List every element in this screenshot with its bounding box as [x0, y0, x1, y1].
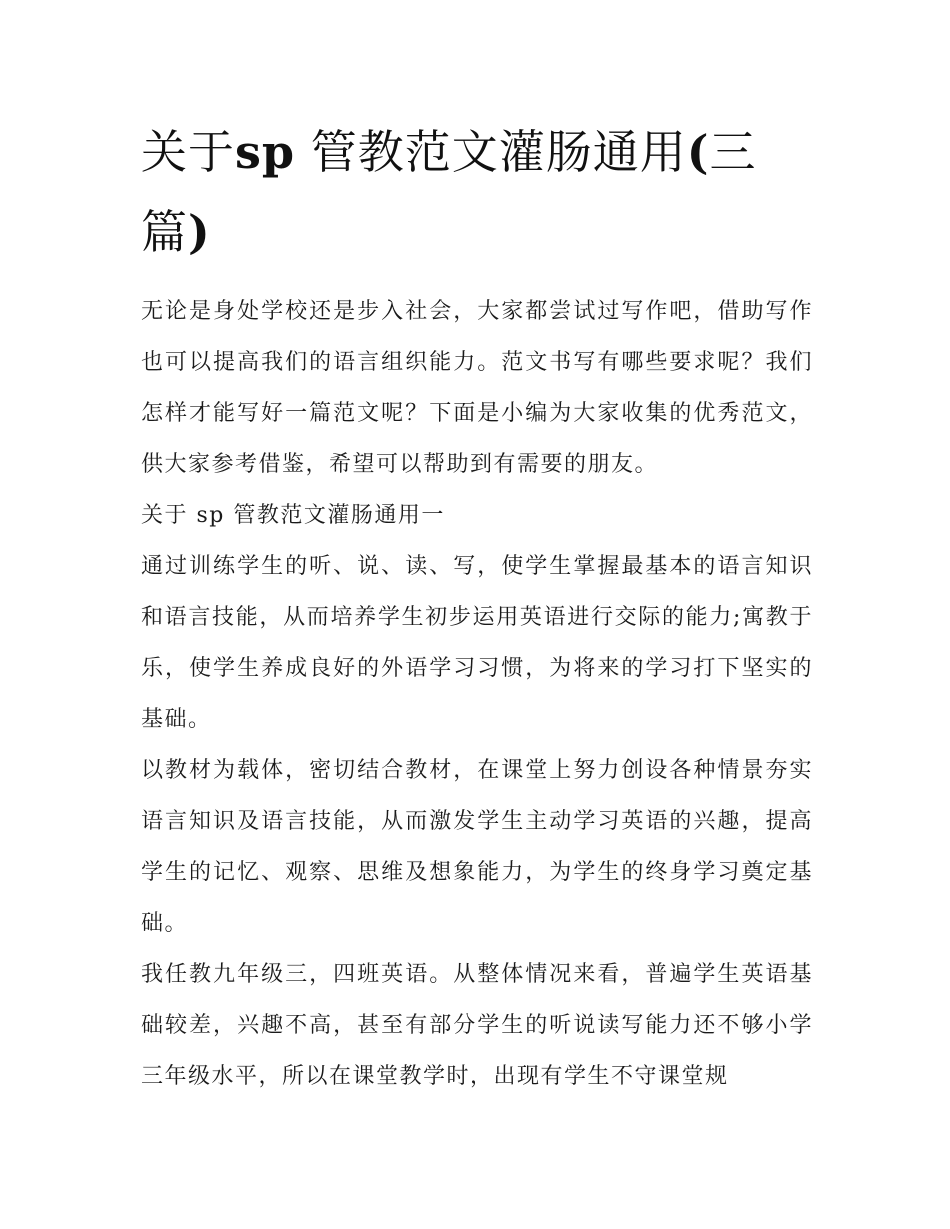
body-paragraph: 通过训练学生的听、说、读、写，使学生掌握最基本的语言知识和语言技能，从而培养学生初步运用英语进行交际的能力;寓教于乐，使学生养成良好的外语学习习惯，为将来的学习打下坚实的基础。	[141, 554, 813, 732]
title-paren-close: )	[188, 205, 211, 259]
section-heading: 关于 sp 管教范文灌肠通用一	[141, 503, 445, 528]
title-suffix: 管教范文灌肠通用	[310, 125, 687, 179]
title-sp: sp	[235, 125, 296, 179]
document-title	[141, 112, 813, 272]
title-paren-open: (	[686, 125, 710, 179]
document-body	[141, 112, 813, 1102]
intro-paragraph: 无论是身处学校还是步入社会，大家都尝试过写作吧，借助写作也可以提高我们的语言组织能力。范文书写有哪些要求呢？我们怎样才能写好一篇范文呢？下面是小编为大家收集的优秀范文，供大家参考借鉴，希望可以帮助到有需要的朋友。	[141, 299, 813, 477]
body-paragraph: 以教材为载体，密切结合教材，在课堂上努力创设各种情景夯实语言知识及语言技能，从而激发学生主动学习英语的兴趣，提高学生的记忆、观察、思维及想象能力，为学生的终身学习奠定基础。	[141, 758, 813, 936]
title-count: 三篇	[141, 125, 757, 259]
body-paragraph: 我任教九年级三，四班英语。从整体情况来看，普遍学生英语基础较差，兴趣不高，甚至有部分学生的听说读写能力还不够小学三年级水平，所以在课堂教学时，出现有学生不守课堂规	[141, 962, 813, 1089]
title-prefix: 关于	[141, 125, 235, 179]
